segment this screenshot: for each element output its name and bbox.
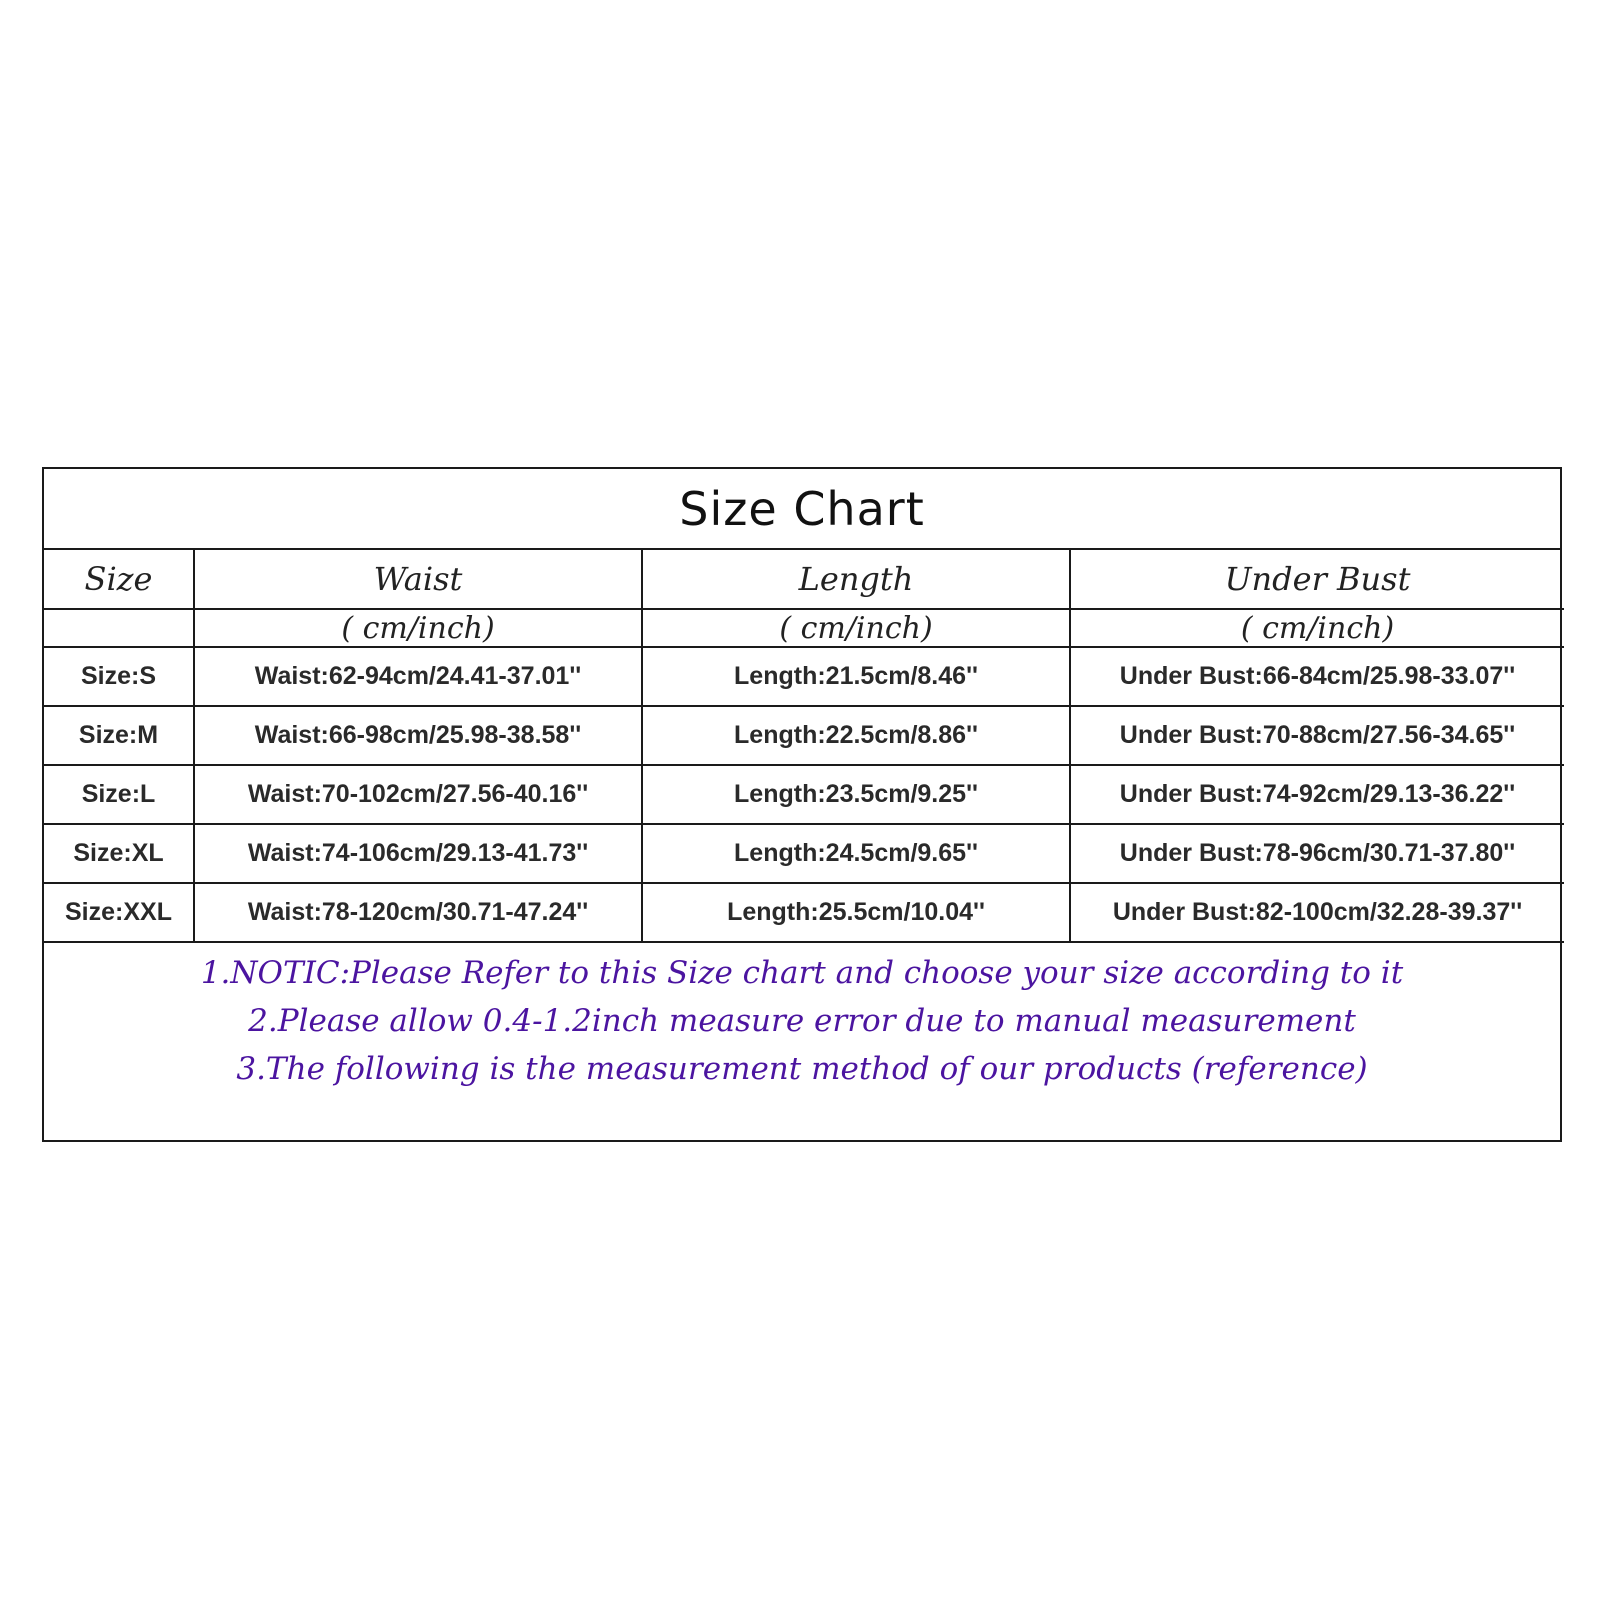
waist-cell: Waist:78-120cm/30.71-47.24''	[194, 883, 642, 942]
size-cell: Size:M	[44, 706, 194, 765]
note-3: 3.The following is the measurement method of our products (reference)	[236, 1051, 1368, 1087]
under-bust-cell: Under Bust:78-96cm/30.71-37.80''	[1070, 824, 1564, 883]
length-cell: Length:24.5cm/9.65''	[642, 824, 1070, 883]
note-2: 2.Please allow 0.4-1.2inch measure error due to manual measurement	[248, 1003, 1356, 1039]
size-cell: Size:L	[44, 765, 194, 824]
size-table	[44, 550, 1564, 943]
under-bust-cell: Under Bust:74-92cm/29.13-36.22''	[1070, 765, 1564, 824]
size-cell: Size:XXL	[44, 883, 194, 942]
unit-under-bust: ( cm/inch)	[1070, 609, 1564, 647]
unit-length: ( cm/inch)	[642, 609, 1070, 647]
under-bust-cell: Under Bust:82-100cm/32.28-39.37''	[1070, 883, 1564, 942]
size-cell: Size:XL	[44, 824, 194, 883]
length-cell: Length:21.5cm/8.46''	[642, 647, 1070, 706]
column-header-size: Size	[44, 550, 194, 609]
under-bust-cell: Under Bust:70-88cm/27.56-34.65''	[1070, 706, 1564, 765]
size-cell: Size:S	[44, 647, 194, 706]
column-header-waist: Waist	[194, 550, 642, 609]
unit-row	[44, 609, 1564, 647]
table-row	[44, 706, 1564, 765]
waist-cell: Waist:66-98cm/25.98-38.58''	[194, 706, 642, 765]
table-row	[44, 824, 1564, 883]
length-cell: Length:22.5cm/8.86''	[642, 706, 1070, 765]
table-row	[44, 883, 1564, 942]
length-cell: Length:23.5cm/9.25''	[642, 765, 1070, 824]
note-1: 1.NOTIC:Please Refer to this Size chart and choose your size according to it	[200, 955, 1404, 991]
waist-cell: Waist:70-102cm/27.56-40.16''	[194, 765, 642, 824]
table-row	[44, 647, 1564, 706]
notes-section	[44, 943, 1560, 1093]
unit-waist: ( cm/inch)	[194, 609, 642, 647]
table-row	[44, 765, 1564, 824]
under-bust-cell: Under Bust:66-84cm/25.98-33.07''	[1070, 647, 1564, 706]
chart-title: Size Chart	[44, 469, 1560, 550]
header-row	[44, 550, 1564, 609]
column-header-under-bust: Under Bust	[1070, 550, 1564, 609]
size-chart	[42, 467, 1562, 1142]
column-header-length: Length	[642, 550, 1070, 609]
unit-size	[44, 609, 194, 647]
length-cell: Length:25.5cm/10.04''	[642, 883, 1070, 942]
waist-cell: Waist:62-94cm/24.41-37.01''	[194, 647, 642, 706]
waist-cell: Waist:74-106cm/29.13-41.73''	[194, 824, 642, 883]
